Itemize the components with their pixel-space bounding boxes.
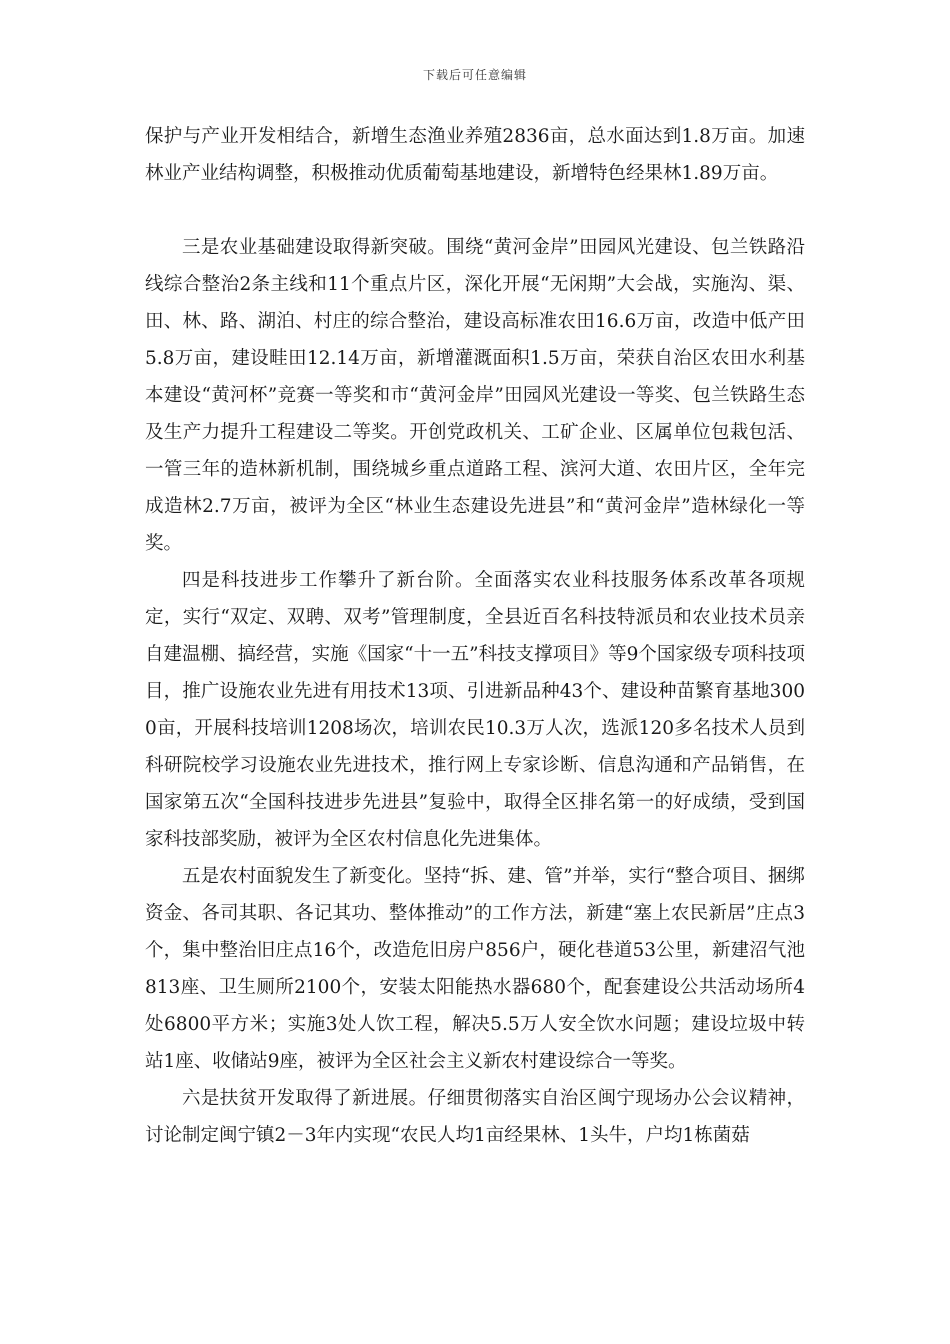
document-body — [145, 118, 805, 1154]
paragraph-rural-appearance: 五是农村面貌发生了新变化。坚持“拆、建、管”并举，实行“整合项目、捆绑资金、各司其职、各记其功、整体推动”的工作方法，新建“塞上农民新居”庄点3个，集中整治旧庄点16个，改造危旧房户856户，硬化巷道53公里，新建沼气池813座、卫生厕所2100个，安装太阳能热水器680个，配套建设公共活动场所4处6800平方米；实施3处人饮工程，解决5.5万人安全饮水问题；建设垃圾中转站1座、收储站9座，被评为全区社会主义新农村建设综合一等奖。 — [145, 866, 805, 1072]
paragraph-technology-progress: 四是科技进步工作攀升了新台阶。全面落实农业科技服务体系改革各项规定，实行“双定、双聘、双考”管理制度，全县近百名科技特派员和农业技术员亲自建温棚、搞经营，实施《国家“十一五”科技支撑项目》等9个国家级专项科技项目，推广设施农业先进有用技术13项、引进新品种43个、建设种苗繁育基地3000亩，开展科技培训1208场次，培训农民10.3万人次，选派120多名技术人员到科研院校学习设施农业先进技术，推行网上专家诊断、信息沟通和产品销售，在国家第五次“全国科技进步先进县”复验中，取得全区排名第一的好成绩，受到国家科技部奖励，被评为全区农村信息化先进集体。 — [145, 570, 805, 850]
paragraph-poverty-alleviation: 六是扶贫开发取得了新进展。仔细贯彻落实自治区闽宁现场办公会议精神，讨论制定闽宁镇2－3年内实现“农民人均1亩经果林、1头牛，户均1栋菌菇 — [145, 1088, 805, 1146]
paragraph-continuation: 保护与产业开发相结合，新增生态渔业养殖2836亩，总水面达到1.8万亩。加速林业产业结构调整，积极推动优质葡萄基地建设，新增特色经果林1.89万亩。 — [145, 126, 805, 184]
paragraph-agricultural-infrastructure: 三是农业基础建设取得新突破。围绕“黄河金岸”田园风光建设、包兰铁路沿线综合整治2条主线和11个重点片区，深化开展“无闲期”大会战，实施沟、渠、田、林、路、湖泊、村庄的综合整治，建设高标准农田16.6万亩，改造中低产田5.8万亩，建设畦田12.14万亩，新增灌溉面积1.5万亩，荣获自治区农田水利基本建设“黄河杯”竞赛一等奖和市“黄河金岸”田园风光建设一等奖、包兰铁路生态及生产力提升工程建设二等奖。开创党政机关、工矿企业、区属单位包栽包活、一管三年的造林新机制，围绕城乡重点道路工程、滨河大道、农田片区，全年完成造林2.7万亩，被评为全区“林业生态建设先进县”和“黄河金岸”造林绿化一等奖。 — [145, 237, 805, 554]
page-header-note: 下载后可任意编辑 — [422, 68, 527, 82]
